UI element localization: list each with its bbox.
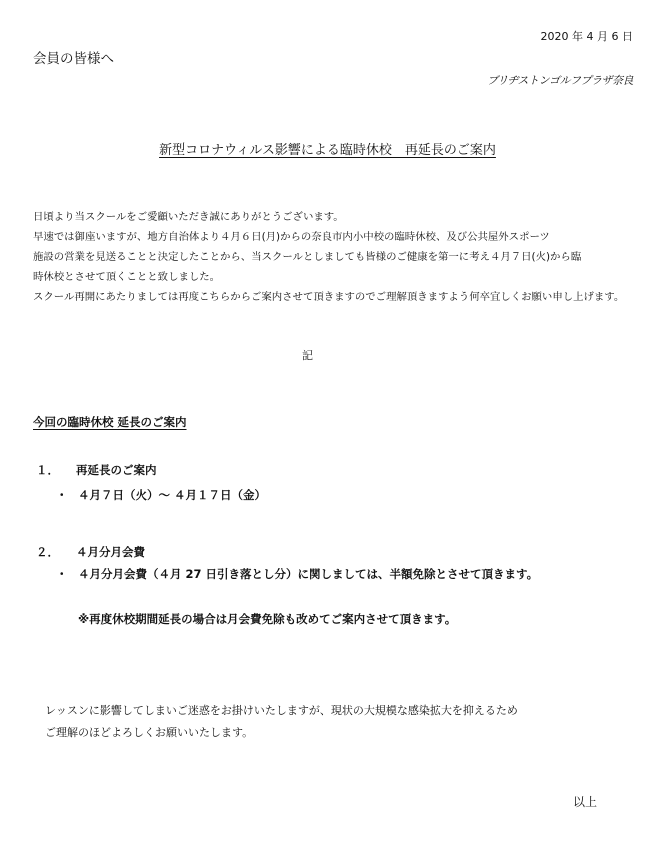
body-line: 施設の営業を見送ることと決定したことから、当スクールとしましても皆様のご健康を第一に考え４月７日(火)から臨 — [33, 251, 582, 263]
body-line: 早速では御座いますが、地方自治体より４月６日(月)からの奈良市内小中校の臨時休校、及び公共屋外スポーツ — [33, 231, 550, 243]
recipient-line: 会員の皆様へ — [33, 51, 114, 67]
item-label: ４月分月会費 — [76, 545, 145, 559]
body-line: スクール再開にあたりましては再度こちらからご案内させて頂きますのでご理解頂きますよう何卒宜しくお願い申し上げます。 — [33, 291, 625, 303]
section-heading: 今回の臨時休校 延長のご案内 — [33, 415, 187, 429]
closing-line: レッスンに影響してしまいご迷惑をお掛けいたしますが、現状の大規模な感染拡大を抑えるため — [45, 704, 518, 717]
sender-name: ブリヂストンゴルフプラザ奈良 — [487, 74, 633, 87]
item-label: 再延長のご案内 — [76, 463, 157, 477]
document-title: 新型コロナウィルス影響による臨時休校 再延長のご案内 — [159, 143, 496, 158]
body-line: 時休校とさせて頂くことと致しました。 — [33, 271, 221, 283]
item-detail: ４月７日（火）～ ４月１７日（金） — [78, 488, 267, 502]
body-text — [33, 207, 643, 307]
item-detail: ４月分月会費（４月 27 日引き落とし分）に関しましては、半額免除とさせて頂きます。 — [78, 567, 539, 581]
item-number: １． — [36, 463, 59, 477]
document-date: 2020 年 4 月 6 日 — [540, 30, 633, 43]
item-2-heading — [36, 544, 145, 560]
item-2-detail — [56, 566, 538, 582]
bullet-point: ・ — [56, 567, 68, 581]
body-line: 日頃より当スクールをご愛顧いただき誠にありがとうございます。 — [33, 211, 344, 223]
item-1-heading — [36, 462, 157, 478]
closing-text — [45, 700, 518, 744]
bullet-point: ・ — [56, 488, 68, 502]
item-number: ２． — [36, 545, 59, 559]
closing-line: ご理解のほどよろしくお願いいたします。 — [45, 726, 254, 739]
ijo-marker: 以上 — [573, 795, 598, 809]
ki-marker: 記 — [302, 349, 313, 362]
item-2-note: ※再度休校期間延長の場合は月会費免除も改めてご案内させて頂きます。 — [78, 612, 457, 626]
item-1-detail — [56, 487, 266, 503]
document-title-container — [0, 139, 655, 158]
